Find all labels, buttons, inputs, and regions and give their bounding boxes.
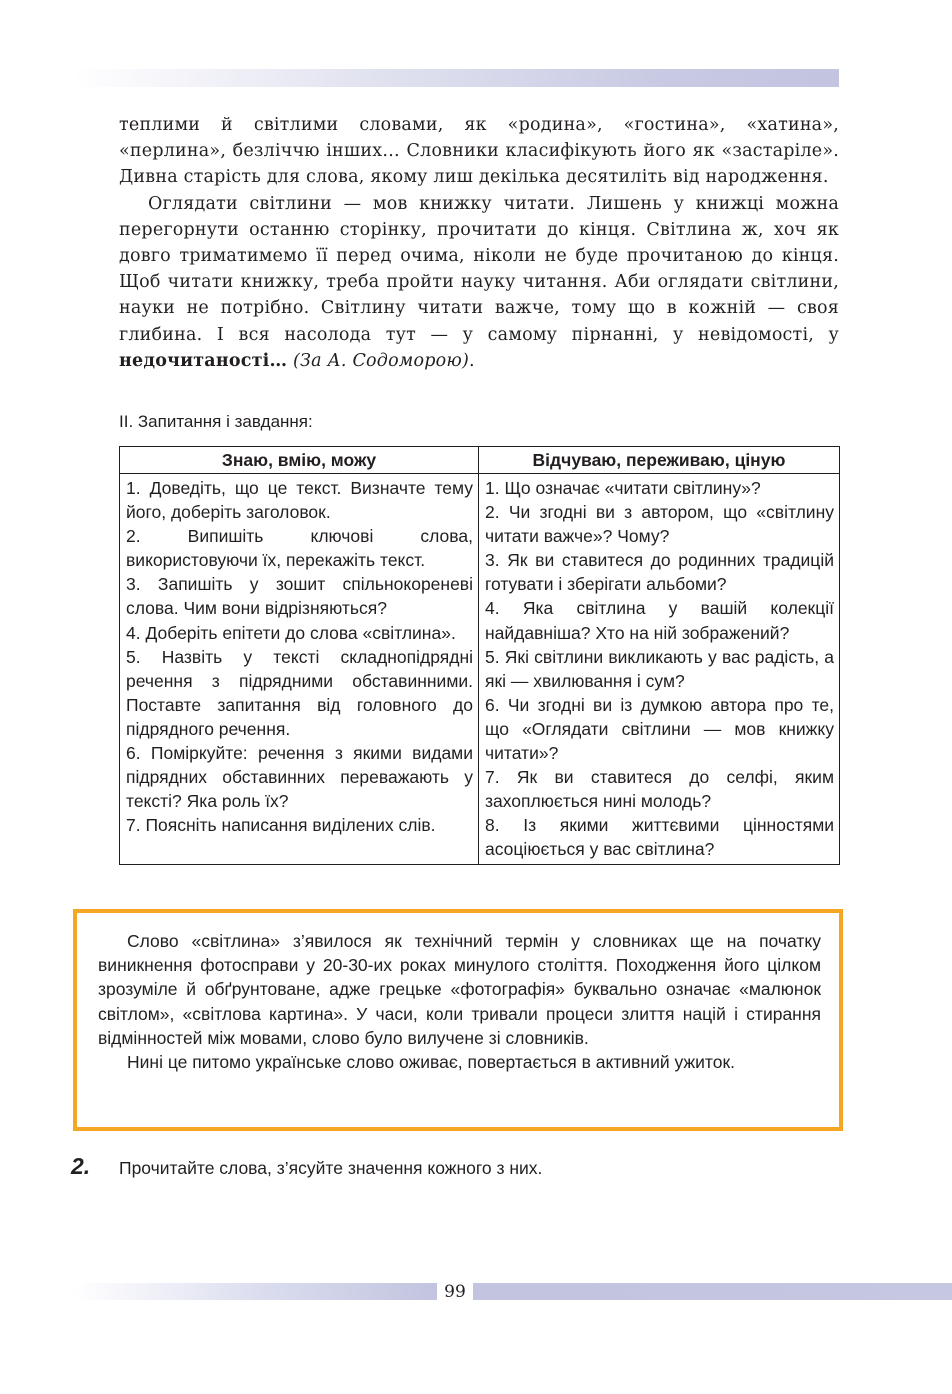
text-paragraph-2 [119, 191, 839, 374]
tasks-table [119, 446, 840, 865]
question-item: 8. Із якими життєвими цінностями асоціюється у вас світлина? [485, 815, 834, 860]
page-number: 99 [444, 1282, 466, 1302]
exercise-number: 2. [71, 1153, 91, 1179]
text-source: (За А. Содоморою) [292, 350, 470, 371]
question-item: 4. Яка світлина у вашій колекції найдавніша? Хто на ній зображений? [485, 598, 834, 643]
col-header-feel: Відчуваю, переживаю, ціную [479, 447, 840, 474]
task-item: 5. Назвіть у тексті складнопідрядні речення з підрядними обставинними. Поставте запитання від головного до підрядного речення. [126, 646, 473, 739]
header-decor-bar [73, 69, 839, 87]
tasks-heading: ІІ. Запитання і завдання: [119, 412, 313, 431]
col-feel-cell [479, 474, 840, 865]
task-item: 1. Доведіть, що це текст. Визначте тему його, доберіть заголовок. [126, 478, 473, 523]
task-item: 4. Доберіть епітети до слова «світлина». [126, 622, 456, 643]
exercise-text: Прочитайте слова, з’ясуйте значення кожного з них. [119, 1158, 543, 1178]
question-item: 7. Як ви ставитеся до селфі, яким захоплюється нині молодь? [485, 767, 834, 812]
text-paragraph-1: теплими й світлими словами, як «родина», «гостина», «хатина», «перлина», безліччю інших… Словники класифікують його як «застаріле». Дивна старість для слова, якому лиш декілька десятиліть від народження. [119, 115, 839, 188]
tasks-table-row [120, 474, 840, 865]
question-item: 6. Чи згодні ви із думкою автора про те, що «Оглядати світлини — мов книжку читати»? [485, 694, 834, 764]
highlighted-word: недочитаності… [119, 350, 288, 371]
col-header-know: Знаю, вмію, можу [120, 447, 479, 474]
info-paragraph-2: Нині це питомо українське слово оживає, повертається в активний ужиток. [127, 1052, 735, 1073]
info-box [73, 909, 843, 1131]
col-know-cell [120, 474, 479, 865]
task-item: 6. Поміркуйте: речення з якими видами підрядних обставинних переважають у тексті? Яка роль їх? [126, 743, 473, 812]
reading-text [119, 112, 839, 374]
question-item: 3. Як ви ставитеся до родинних традицій готувати і зберігати альбоми? [485, 550, 834, 595]
question-item: 5. Які світлини викликають у вас радість, а які — хвилювання і сум? [485, 646, 834, 691]
task-item: 7. Поясніть написання виділених слів. [126, 815, 436, 836]
info-paragraph-1: Слово «світлина» з’явилося як технічний термін у словниках ще на початку виникнення фотосправи у 20-30-их роках минулого століття. Походження його цілком зрозуміле й обґрунтоване, адже грецьке «фотографія» буквально означає «малюнок світлом», «світлова картина». У часи, коли тривали процеси злиття націй і стирання відмінностей між мовами, слово було вилучене зі словників. [98, 931, 821, 1048]
text-end-punct: . [469, 350, 475, 371]
question-item: 1. Що означає «читати світлину»? [485, 478, 761, 498]
footer-decor-bar-right [473, 1283, 952, 1300]
tasks-table-header-row [120, 447, 840, 474]
question-item: 2. Чи згодні ви з автором, що «світлину читати важче»? Чому? [485, 502, 834, 547]
text-paragraph-2-main: Оглядати світлини — мов книжку читати. Лишень у книжці можна перегорнути останню сторінку, прочитати до кінця. Світлина ж, хоч як довго триматимемо її перед очима, ніколи не буде прочитаною до кінця. Щоб читати книжку, треба пройти науку читання. Аби оглядати світлини, науки не потрібно. Світлину читати важче, тому що в кожній — своя глибина. І вся насолода тут — у самому пірнанні, у невідомості, у [119, 193, 839, 345]
task-item: 3. Запишіть у зошит спільнокореневі слова. Чим вони відрізняються? [126, 574, 473, 619]
task-item: 2. Випишіть ключові слова, використовуючи їх, перекажіть текст. [126, 526, 473, 571]
footer-decor-bar-left [73, 1283, 437, 1300]
